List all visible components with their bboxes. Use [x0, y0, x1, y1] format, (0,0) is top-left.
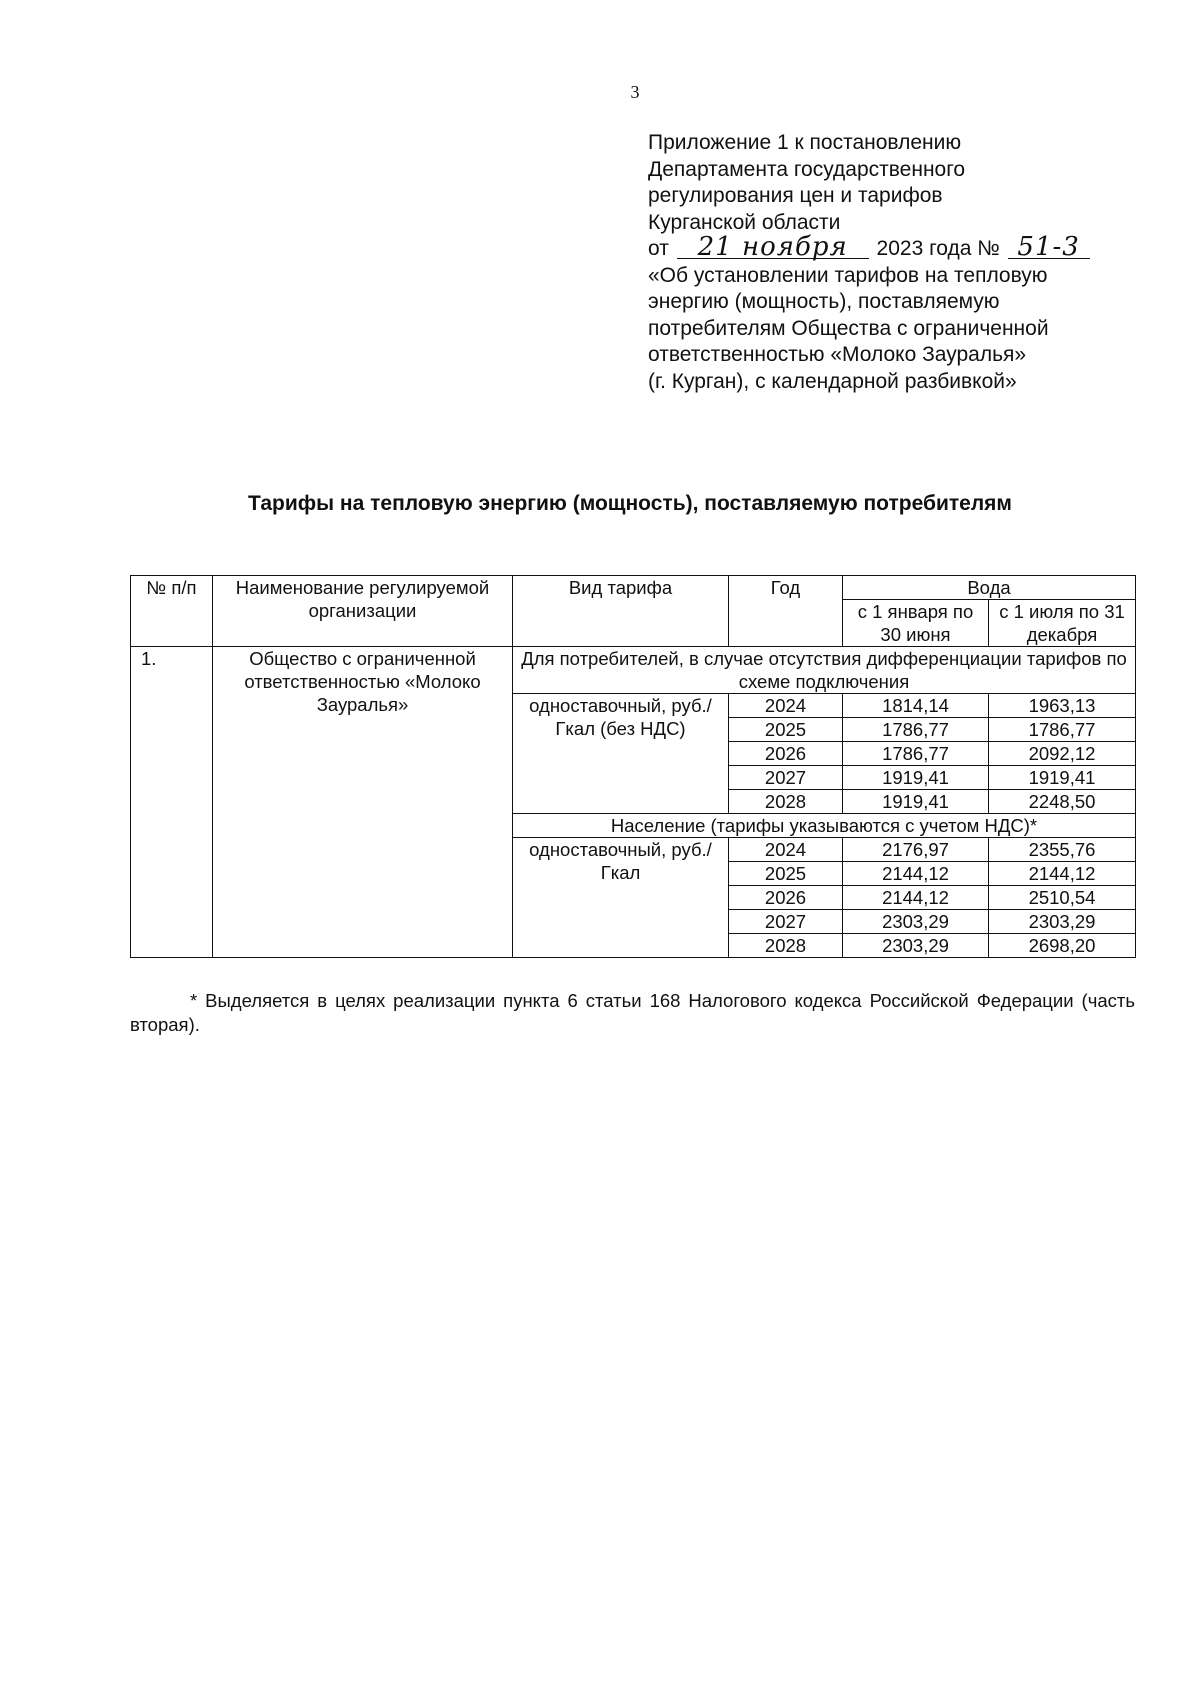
group-title: Население (тарифы указываются с учетом НДС)*: [513, 814, 1136, 838]
value-cell: 2144,12: [989, 862, 1136, 886]
organization-name: Общество с ограниченной ответственностью «Молоко Зауралья»: [213, 647, 513, 958]
year-cell: 2026: [729, 886, 843, 910]
appendix-date-line: [648, 232, 1148, 263]
year-cell: 2027: [729, 766, 843, 790]
appendix-subject-line: (г. Курган), с календарной разбивкой»: [648, 369, 1017, 393]
value-cell: 1814,14: [843, 694, 989, 718]
value-cell: 1786,77: [843, 718, 989, 742]
value-cell: 2303,29: [843, 910, 989, 934]
handwritten-number: 51-3: [1008, 236, 1090, 259]
appendix-line: регулирования цен и тарифов: [648, 184, 943, 207]
header-tariff-type: Вид тарифа: [513, 576, 729, 647]
appendix-line: Курганской области: [648, 210, 841, 234]
handwritten-date: 21 ноября: [677, 236, 869, 259]
year-cell: 2024: [729, 694, 843, 718]
value-cell: 1919,41: [989, 766, 1136, 790]
date-prefix: от: [648, 237, 669, 260]
group-title-row: [131, 647, 1136, 694]
tariff-type: одноставочный, руб./Гкал (без НДС): [513, 694, 729, 814]
value-cell: 2144,12: [843, 862, 989, 886]
year-cell: 2025: [729, 862, 843, 886]
group-title: Для потребителей, в случае отсутствия дифференциации тарифов по схеме подключения: [513, 647, 1136, 694]
tariff-type: одноставочный, руб./Гкал: [513, 838, 729, 958]
value-cell: 2303,29: [989, 910, 1136, 934]
tariff-table: [130, 575, 1136, 958]
appendix-line: Приложение 1 к постановлению: [648, 131, 962, 154]
value-cell: 2248,50: [989, 790, 1136, 814]
header-water: Вода: [843, 576, 1136, 600]
value-cell: 1963,13: [989, 694, 1136, 718]
value-cell: 1919,41: [843, 790, 989, 814]
value-cell: 1786,77: [843, 742, 989, 766]
year-cell: 2024: [729, 838, 843, 862]
value-cell: 2176,97: [843, 838, 989, 862]
footnote: * Выделяется в целях реализации пункта 6 статьи 168 Налогового кодекса Российской Федерации (часть вторая).: [130, 990, 1135, 1035]
year-text: 2023 года №: [876, 237, 1000, 260]
document-title: Тарифы на тепловую энергию (мощность), поставляемую потребителям: [248, 492, 1012, 515]
page-number: 3: [630, 82, 640, 102]
value-cell: 2092,12: [989, 742, 1136, 766]
appendix-block: [648, 130, 1148, 395]
header-org: Наименование регулируемой организации: [213, 576, 513, 647]
value-cell: 2144,12: [843, 886, 989, 910]
row-number: 1.: [131, 647, 213, 958]
header-year: Год: [729, 576, 843, 647]
value-cell: 1919,41: [843, 766, 989, 790]
appendix-subject-line: энергию (мощность), поставляемую: [648, 290, 1000, 313]
header-period-1: с 1 января по 30 июня: [843, 600, 989, 647]
value-cell: 2698,20: [989, 934, 1136, 958]
year-cell: 2028: [729, 934, 843, 958]
header-row: [131, 576, 1136, 600]
appendix-subject-line: ответственностью «Молоко Зауралья»: [648, 343, 1027, 366]
appendix-subject-line: потребителям Общества с ограниченной: [648, 316, 1049, 340]
year-cell: 2026: [729, 742, 843, 766]
value-cell: 2510,54: [989, 886, 1136, 910]
appendix-subject-line: «Об установлении тарифов на тепловую: [648, 263, 1048, 287]
year-cell: 2025: [729, 718, 843, 742]
appendix-line: Департамента государственного: [648, 157, 966, 181]
year-cell: 2028: [729, 790, 843, 814]
header-period-2: с 1 июля по 31 декабря: [989, 600, 1136, 647]
value-cell: 1786,77: [989, 718, 1136, 742]
year-cell: 2027: [729, 910, 843, 934]
value-cell: 2303,29: [843, 934, 989, 958]
header-num: № п/п: [131, 576, 213, 647]
value-cell: 2355,76: [989, 838, 1136, 862]
